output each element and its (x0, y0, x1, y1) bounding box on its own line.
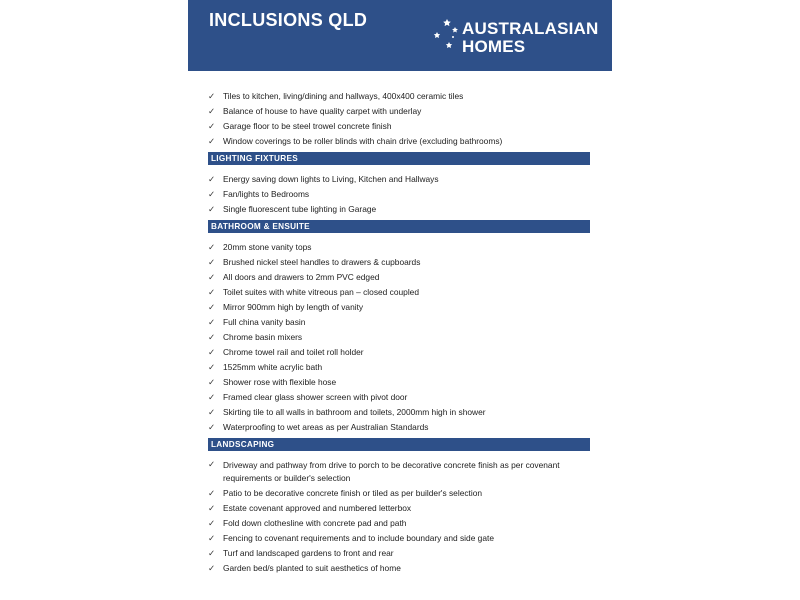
list-item (208, 420, 592, 435)
brand-wordmark (462, 20, 599, 56)
list-item-text: Tiles to kitchen, living/dining and hallways, 400x400 ceramic tiles (223, 91, 464, 101)
checkmark-icon: ✓ (208, 302, 216, 312)
checkmark-icon: ✓ (208, 392, 216, 402)
list-item (208, 330, 592, 345)
inclusions-content (208, 89, 592, 576)
list-item-text: Mirror 900mm high by length of vanity (223, 302, 364, 312)
checkmark-icon: ✓ (208, 407, 216, 417)
checkmark-icon: ✓ (208, 121, 216, 131)
brand-name-line1: AUSTRALASIAN (462, 19, 599, 38)
checkmark-icon: ✓ (208, 548, 216, 558)
list-item (208, 104, 592, 119)
list-item-text: Shower rose with flexible hose (223, 377, 337, 387)
checkmark-icon: ✓ (208, 533, 216, 543)
checkmark-icon: ✓ (208, 287, 216, 297)
checkmark-icon: ✓ (208, 317, 216, 327)
list-item (208, 486, 592, 501)
list-item (208, 501, 592, 516)
list-item-text: Fan/lights to Bedrooms (223, 189, 310, 199)
list-item-text: Garage floor to be steel trowel concrete finish (223, 121, 392, 131)
section-heading-bathroom: BATHROOM & ENSUITE (208, 220, 590, 233)
list-item (208, 240, 592, 255)
list-item-text: Fencing to covenant requirements and to include boundary and side gate (223, 533, 494, 543)
list-item-text: Window coverings to be roller blinds with chain drive (excluding bathrooms) (223, 136, 503, 146)
list-item-text: Brushed nickel steel handles to drawers & cupboards (223, 257, 421, 267)
checkmark-icon: ✓ (208, 563, 216, 573)
brand-logo (432, 18, 602, 60)
list-item-text: Turf and landscaped gardens to front and rear (223, 548, 394, 558)
checkmark-icon: ✓ (208, 272, 216, 282)
checkmark-icon: ✓ (208, 518, 216, 528)
checkmark-icon: ✓ (208, 362, 216, 372)
list-item-text: Toilet suites with white vitreous pan – closed coupled (223, 287, 419, 297)
landscaping-list (208, 458, 592, 576)
list-item-text: Framed clear glass shower screen with pivot door (223, 392, 408, 402)
list-item (208, 285, 592, 300)
list-item-text: Patio to be decorative concrete finish or tiled as per builder's selection (223, 488, 483, 498)
list-item-text: Skirting tile to all walls in bathroom and toilets, 2000mm high in shower (223, 407, 486, 417)
list-item-text: Garden bed/s planted to suit aesthetics of home (223, 563, 401, 573)
list-item (208, 202, 592, 217)
list-item (208, 345, 592, 360)
checkmark-icon: ✓ (208, 242, 216, 252)
list-item-text: 20mm stone vanity tops (223, 242, 312, 252)
checkmark-icon: ✓ (208, 422, 216, 432)
checkmark-icon: ✓ (208, 174, 216, 184)
list-item-text: Estate covenant approved and numbered letterbox (223, 503, 412, 513)
list-item (208, 516, 592, 531)
list-item (208, 300, 592, 315)
checkmark-icon: ✓ (208, 488, 216, 498)
checkmark-icon: ✓ (208, 257, 216, 267)
list-item (208, 390, 592, 405)
checkmark-icon: ✓ (208, 459, 216, 469)
list-item (208, 255, 592, 270)
list-item-text: Single fluorescent tube lighting in Garage (223, 204, 377, 214)
list-item (208, 172, 592, 187)
list-item-text: Chrome towel rail and toilet roll holder (223, 347, 364, 357)
list-item (208, 405, 592, 420)
checkmark-icon: ✓ (208, 136, 216, 146)
checkmark-icon: ✓ (208, 91, 216, 101)
section-heading-landscaping: LANDSCAPING (208, 438, 590, 451)
header-banner (188, 0, 612, 71)
list-item-text: All doors and drawers to 2mm PVC edged (223, 272, 380, 282)
list-item (208, 89, 592, 104)
list-item (208, 119, 592, 134)
list-item (208, 561, 592, 576)
list-item-text: Energy saving down lights to Living, Kitchen and Hallways (223, 174, 439, 184)
list-item-text: Full china vanity basin (223, 317, 306, 327)
general-inclusions-list (208, 89, 592, 149)
list-item (208, 270, 592, 285)
list-item-text: Driveway and pathway from drive to porch to be decorative concrete finish as per covenant requirements or builder's selection (223, 460, 560, 483)
brand-name-line2: HOMES (462, 37, 526, 56)
list-item-text: Chrome basin mixers (223, 332, 303, 342)
list-item (208, 134, 592, 149)
southern-cross-icon (432, 18, 460, 52)
checkmark-icon: ✓ (208, 347, 216, 357)
list-item-text: Waterproofing to wet areas as per Australian Standards (223, 422, 429, 432)
checkmark-icon: ✓ (208, 106, 216, 116)
bathroom-list (208, 240, 592, 435)
list-item (208, 315, 592, 330)
list-item (208, 458, 592, 486)
list-item (208, 546, 592, 561)
lighting-list (208, 172, 592, 217)
list-item (208, 531, 592, 546)
checkmark-icon: ✓ (208, 332, 216, 342)
checkmark-icon: ✓ (208, 204, 216, 214)
list-item-text: 1525mm white acrylic bath (223, 362, 323, 372)
list-item-text: Fold down clothesline with concrete pad and path (223, 518, 407, 528)
section-heading-lighting: LIGHTING FIXTURES (208, 152, 590, 165)
inclusions-sheet (188, 0, 612, 600)
checkmark-icon: ✓ (208, 189, 216, 199)
list-item-text: Balance of house to have quality carpet with underlay (223, 106, 422, 116)
checkmark-icon: ✓ (208, 377, 216, 387)
page-title: INCLUSIONS QLD (209, 10, 368, 30)
checkmark-icon: ✓ (208, 503, 216, 513)
list-item (208, 375, 592, 390)
list-item (208, 187, 592, 202)
list-item (208, 360, 592, 375)
